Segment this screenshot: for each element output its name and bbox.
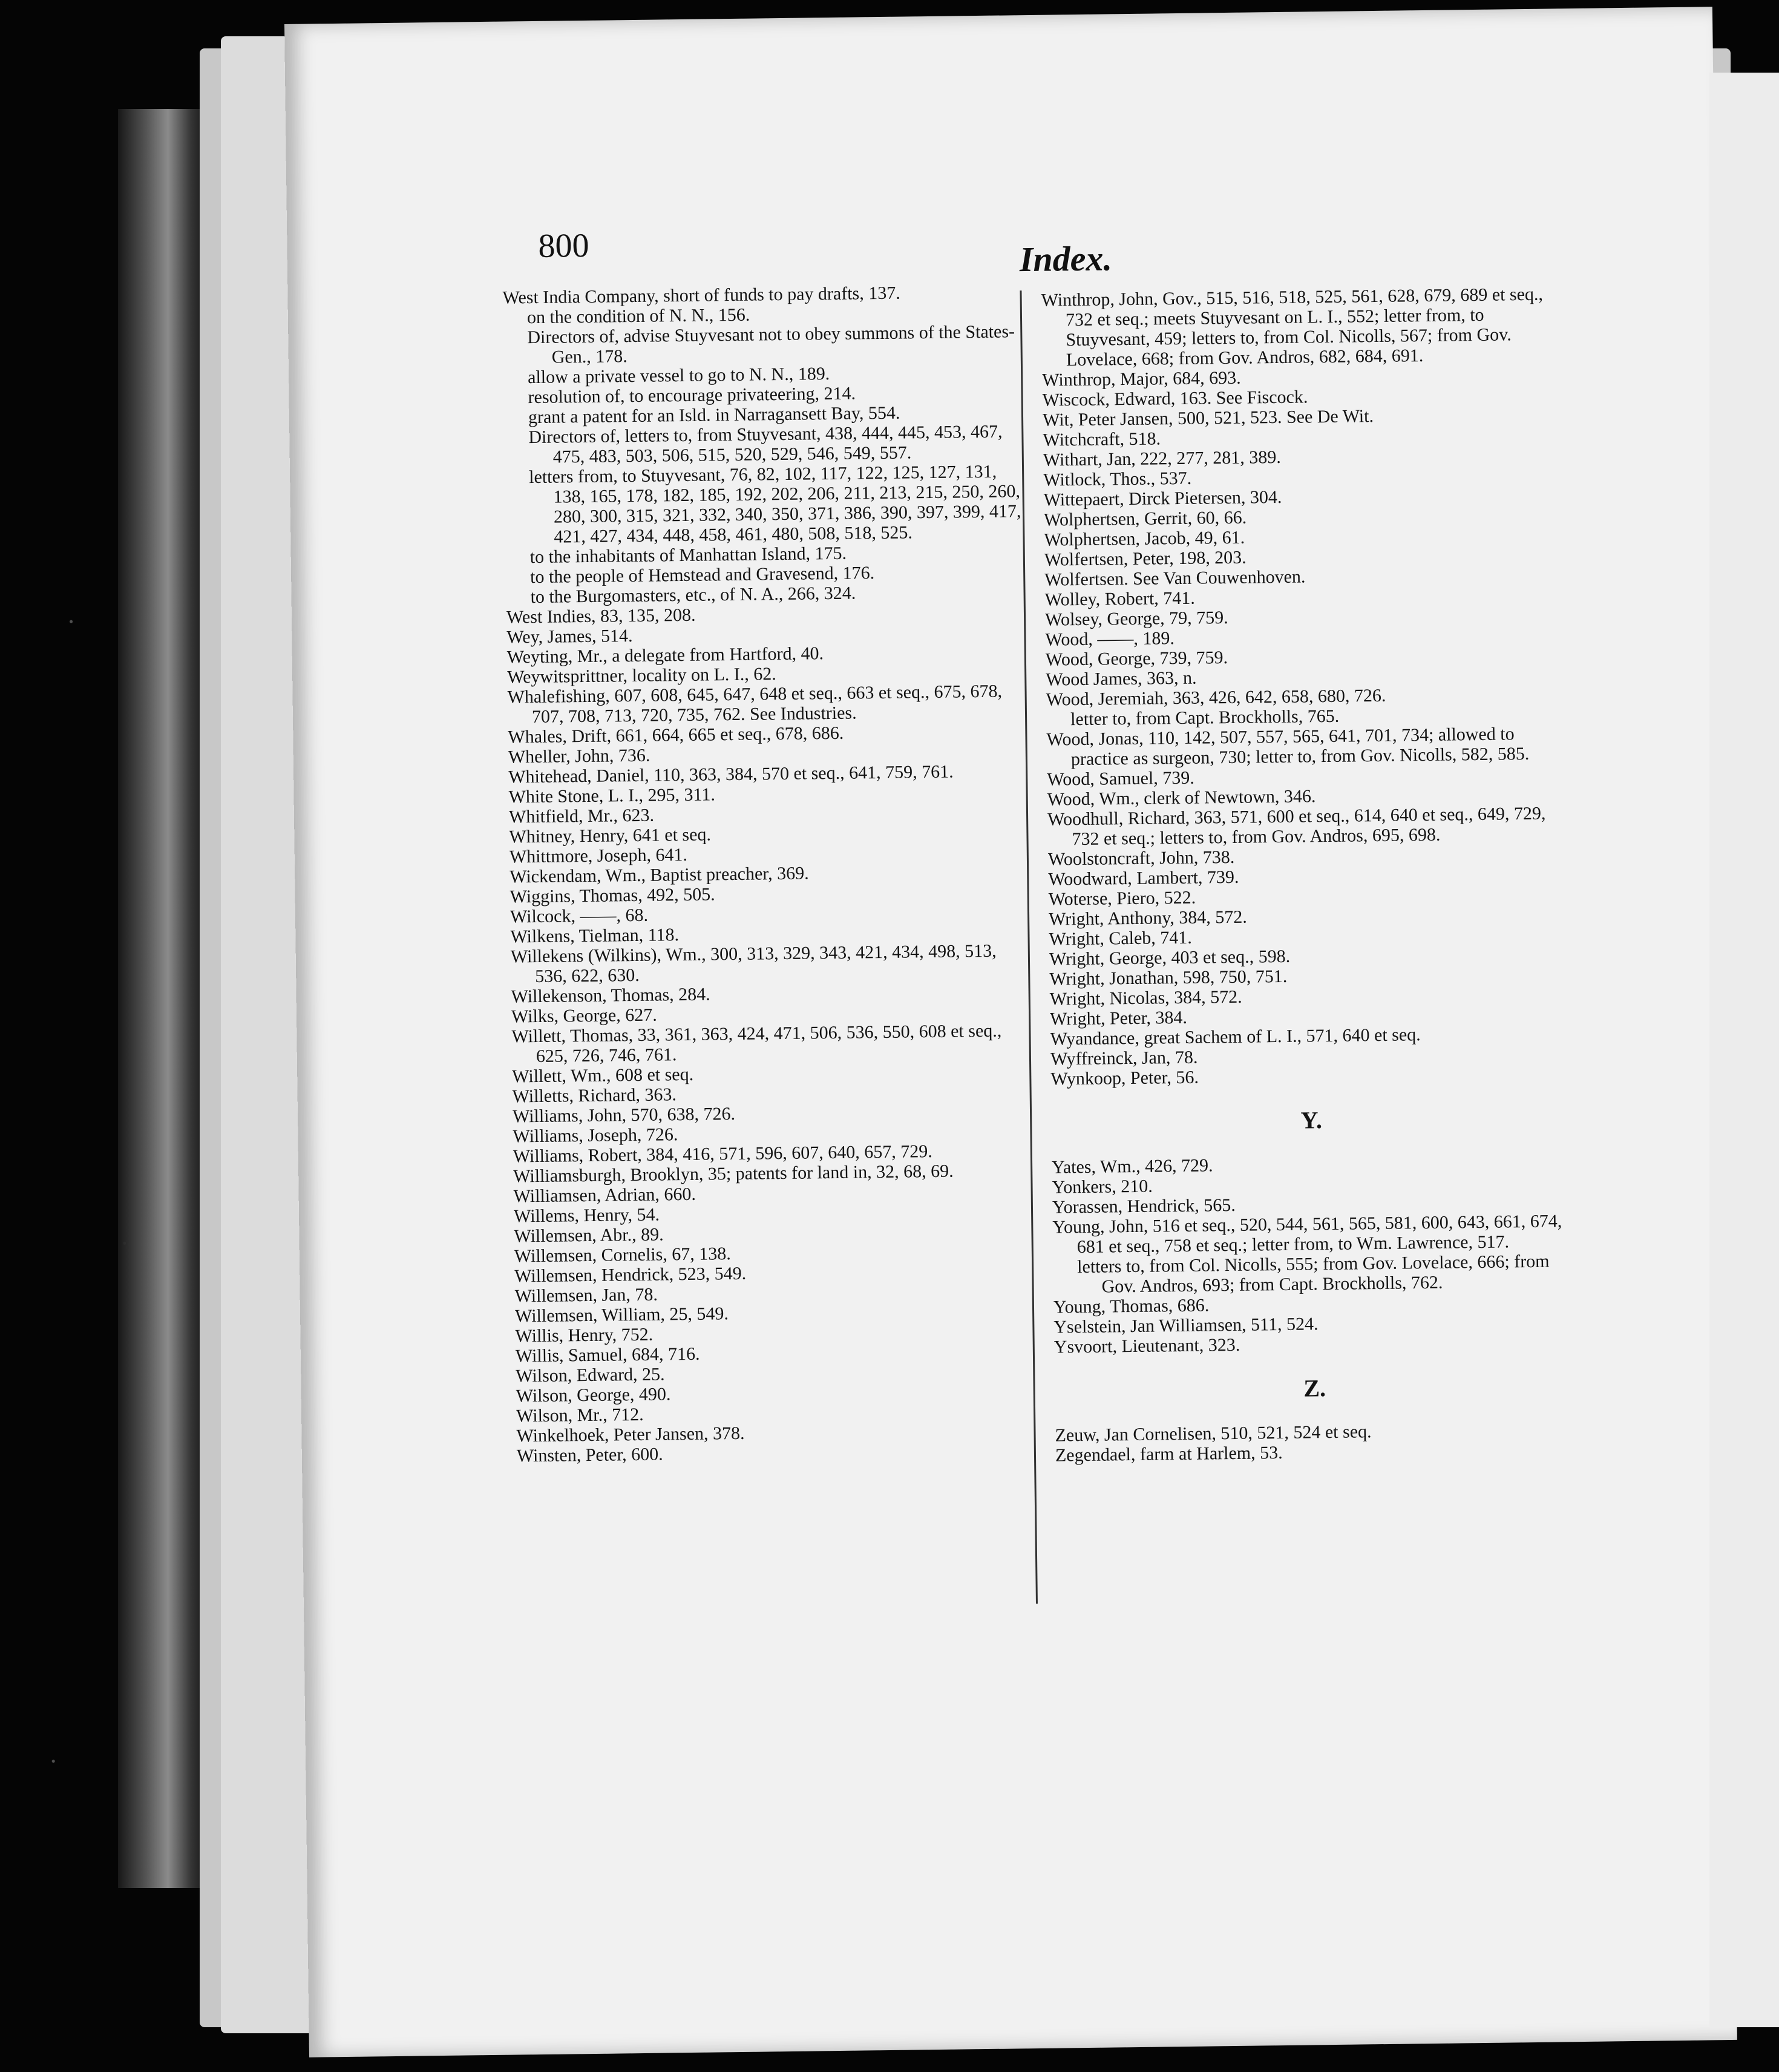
index-entry: Wey, James, 514. <box>506 626 633 648</box>
index-column-left <box>502 281 1037 1466</box>
index-entry: Wright, Peter, 384. <box>1049 1007 1188 1029</box>
index-entry: Winthrop, John, Gov., 515, 516, 518, 525, 561, 628, 679, 689 et seq., 732 et seq.; meets Stuyvesant on L. I., 552; letter from, to Stuyvesant, 459; letters to, from Col. Nicolls, 567; from Gov. Lovelace, 668; from Gov. Andros, 682, 684, 691. <box>1041 284 1544 370</box>
index-entry: Willemsen, Abr., 89. <box>514 1224 664 1247</box>
index-entry: Yates, Wm., 426, 729. <box>1051 1155 1213 1178</box>
index-entry: Yonkers, 210. <box>1052 1176 1153 1198</box>
index-entry: Wynkoop, Peter, 56. <box>1050 1067 1199 1089</box>
index-section-w <box>1041 284 1571 1089</box>
index-entry: Wickendam, Wm., Baptist preacher, 369. <box>509 863 809 887</box>
index-entry: Wood, Wm., clerk of Newtown, 346. <box>1047 786 1316 810</box>
index-entry: Willis, Henry, 752. <box>515 1324 654 1346</box>
index-entry: Wood, Jeremiah, 363, 426, 642, 658, 680, 726. <box>1046 685 1386 710</box>
index-entry: Willemsen, Jan, 78. <box>514 1284 658 1306</box>
index-entry: Willemsen, Cornelis, 67, 138. <box>514 1244 731 1267</box>
index-entry: Whalefishing, 607, 608, 645, 647, 648 et seq., 663 et seq., 675, 678, 707, 708, 713, 720, 735, 762. See Industries. <box>507 681 1003 727</box>
index-entry: Whitehead, Daniel, 110, 363, 384, 570 et seq., 641, 759, 761. <box>508 761 954 787</box>
index-entry: Zegendael, farm at Harlem, 53. <box>1055 1443 1283 1466</box>
index-entry: Winsten, Peter, 600. <box>516 1444 663 1466</box>
index-entry: Yselstein, Jan Williamsen, 511, 524. <box>1053 1314 1319 1337</box>
index-entry: Witchcraft, 518. <box>1043 428 1161 450</box>
index-entry: Willett, Wm., 608 et seq. <box>512 1064 694 1087</box>
index-entry: Woterse, Piero, 522. <box>1048 887 1196 910</box>
index-entry: Wilcock, ——, 68. <box>509 905 649 927</box>
index-entry: letters from, to Stuyvesant, 76, 82, 102, 117, 122, 125, 127, 131, 138, 165, 178, 182, 185, 192, 202, 206, 211, 213, 215, 250, 260, 280, 300, 315, 321, 332, 340, 350, 371, 386, 390, 397, 399, 417, 421, 427, 434, 448, 458, 461, 480, 508, 518, 525. <box>528 461 1021 547</box>
index-entry: White Stone, L. I., 295, 311. <box>508 784 716 807</box>
index-entry: letter to, from Capt. Brockholls, 765. <box>1070 706 1340 730</box>
index-entry: Wolley, Robert, 741. <box>1044 588 1196 610</box>
index-entry: Whitney, Henry, 641 et seq. <box>509 824 712 847</box>
index-entry: Yorassen, Hendrick, 565. <box>1052 1195 1236 1218</box>
index-entry: resolution of, to encourage privateering, 214. <box>528 383 856 408</box>
index-entry: Williamsen, Adrian, 660. <box>513 1184 696 1207</box>
index-entry: Wilson, Mr., 712. <box>516 1404 644 1426</box>
index-entry: Directors of, advise Stuyvesant not to obey summons of the States-Gen., 178. <box>527 321 1015 367</box>
index-entry: West Indies, 83, 135, 208. <box>506 605 696 628</box>
index-entry: Wittepaert, Dirck Pietersen, 304. <box>1043 487 1282 510</box>
page-number: 800 <box>538 226 589 265</box>
index-section-z <box>1055 1419 1576 1466</box>
index-entry: Wood, Jonas, 110, 142, 507, 557, 565, 641, 701, 734; allowed to practice as surgeon, 730; letter to, from Gov. Nicolls, 582, 585. <box>1046 724 1530 770</box>
index-entry: allow a private vessel to go to N. N., 189. <box>527 364 830 388</box>
section-letter-y: Y. <box>1300 1106 1323 1134</box>
section-letter-z: Z. <box>1303 1374 1326 1402</box>
index-entry: Willetts, Richard, 363. <box>512 1084 677 1107</box>
index-entry: Wilson, George, 490. <box>516 1384 671 1406</box>
index-entry: Wright, George, 403 et seq., 598. <box>1049 946 1291 969</box>
index-page <box>284 7 1737 2057</box>
index-entry: Willems, Henry, 54. <box>513 1204 660 1227</box>
index-entry: Williams, Robert, 384, 416, 571, 596, 607, 640, 657, 729. <box>513 1141 932 1167</box>
index-entry: Whittmore, Joseph, 641. <box>509 844 688 867</box>
index-entry: to the inhabitants of Manhattan Island, 175. <box>529 543 847 568</box>
index-entry: Wright, Caleb, 741. <box>1049 927 1193 949</box>
index-entry: Wood, George, 739, 759. <box>1045 648 1228 670</box>
index-entry: Winkelhoek, Peter Jansen, 378. <box>516 1423 745 1446</box>
index-entry: Wiggins, Thomas, 492, 505. <box>509 884 715 907</box>
book-spine <box>118 109 209 1888</box>
index-entry: letters to, from Col. Nicolls, 555; from Gov. Lovelace, 666; from Gov. Andros, 693; from Capt. Brockholls, 762. <box>1076 1251 1550 1297</box>
index-entry: Wheller, John, 736. <box>508 745 650 767</box>
index-entry: Directors of, letters to, from Stuyvesant, 438, 444, 445, 453, 467, 475, 483, 503, 506, 515, 520, 529, 546, 549, 557. <box>528 421 1003 467</box>
index-entry: Wright, Nicolas, 384, 572. <box>1049 986 1242 1009</box>
index-entry: Ysvoort, Lieutenant, 323. <box>1053 1334 1240 1357</box>
index-entry: Wright, Jonathan, 598, 750, 751. <box>1049 966 1288 989</box>
index-entry: Willis, Samuel, 684, 716. <box>515 1343 700 1366</box>
index-entry: Wolphertsen, Jacob, 49, 61. <box>1044 527 1245 550</box>
running-head: Index. <box>1019 238 1113 280</box>
index-entry: West India Company, short of funds to pay drafts, 137. <box>502 283 900 308</box>
index-entry: Weyting, Mr., a delegate from Hartford, 40. <box>506 643 824 667</box>
index-entry: Wiscock, Edward, 163. See Fiscock. <box>1042 387 1308 410</box>
index-entry: Wyffreinck, Jan, 78. <box>1050 1047 1198 1069</box>
index-entry: Wilkens, Tielman, 118. <box>510 925 680 947</box>
index-entry: Williamsburgh, Brooklyn, 35; patents for land in, 32, 68, 69. <box>513 1161 954 1187</box>
index-column-right <box>1041 284 1576 1465</box>
index-entry: Willekens (Wilkins), Wm., 300, 313, 329, 343, 421, 434, 498, 513, 536, 622, 630. <box>510 940 997 987</box>
index-entry: Woodward, Lambert, 739. <box>1048 867 1239 890</box>
index-entry: Wood, Samuel, 739. <box>1047 767 1194 790</box>
index-entry: Willett, Thomas, 33, 361, 363, 424, 471, 506, 536, 550, 608 et seq., 625, 726, 746, 761. <box>511 1020 1002 1067</box>
index-entry: Whitfield, Mr., 623. <box>508 805 655 827</box>
index-entry: Woodhull, Richard, 363, 571, 600 et seq., 614, 640 et seq., 649, 729, 732 et seq.; letters to, from Gov. Andros, 695, 698. <box>1047 803 1546 850</box>
index-entry: Winthrop, Major, 684, 693. <box>1042 367 1241 390</box>
index-entry: on the condition of N. N., 156. <box>526 304 750 328</box>
index-entry: Wilson, Edward, 25. <box>516 1364 665 1386</box>
index-entry: Wyandance, great Sachem of L. I., 571, 640 et seq. <box>1050 1025 1421 1049</box>
index-entry: Willekenson, Thomas, 284. <box>511 984 710 1007</box>
index-entry: Zeuw, Jan Cornelisen, 510, 521, 524 et seq. <box>1055 1421 1372 1446</box>
index-entry: Wood, ——, 189. <box>1045 628 1175 650</box>
index-entry: Wolsey, George, 79, 759. <box>1044 608 1228 630</box>
index-entry: Witlock, Thos., 537. <box>1043 468 1192 490</box>
index-entry: to the Burgomasters, etc., of N. A., 266, 324. <box>530 583 856 608</box>
index-entry: Wolfertsen. See Van Couwenhoven. <box>1044 566 1306 590</box>
index-entry: Willemsen, Hendrick, 523, 549. <box>514 1263 747 1287</box>
index-entry: Weywitsprittner, locality on L. I., 62. <box>507 664 777 687</box>
index-entry: grant a patent for an Isld. in Narragansett Bay, 554. <box>528 402 900 428</box>
index-entry: Willemsen, William, 25, 549. <box>514 1303 729 1326</box>
index-entry: Woolstoncraft, John, 738. <box>1047 847 1235 870</box>
next-page-edge <box>1709 73 1779 2027</box>
index-entry: Wit, Peter Jansen, 500, 521, 523. See De Wit. <box>1042 406 1374 430</box>
index-entry: Wood James, 363, n. <box>1046 667 1197 690</box>
index-entry: Wolphertsen, Gerrit, 60, 66. <box>1043 507 1247 530</box>
index-entry: Williams, John, 570, 638, 726. <box>512 1104 736 1127</box>
index-entry: to the people of Hemstead and Gravesend, 176. <box>529 563 875 588</box>
index-entry: Wright, Anthony, 384, 572. <box>1048 907 1248 929</box>
index-entry: Withart, Jan, 222, 277, 281, 389. <box>1043 447 1281 470</box>
index-entry: Young, John, 516 et seq., 520, 544, 561, 565, 581, 600, 643, 661, 674, 681 et seq., 758 et seq.; letter from, to Wm. Lawrence, 517. <box>1052 1211 1562 1257</box>
index-section-y <box>1052 1151 1574 1357</box>
index-entry: Whales, Drift, 661, 664, 665 et seq., 678, 686. <box>508 723 844 747</box>
index-entry: Williams, Joseph, 726. <box>513 1124 678 1147</box>
index-entry: Wolfertsen, Peter, 198, 203. <box>1044 547 1247 570</box>
index-entry: Young, Thomas, 686. <box>1053 1295 1210 1317</box>
index-entry: Wilks, George, 627. <box>511 1005 657 1027</box>
